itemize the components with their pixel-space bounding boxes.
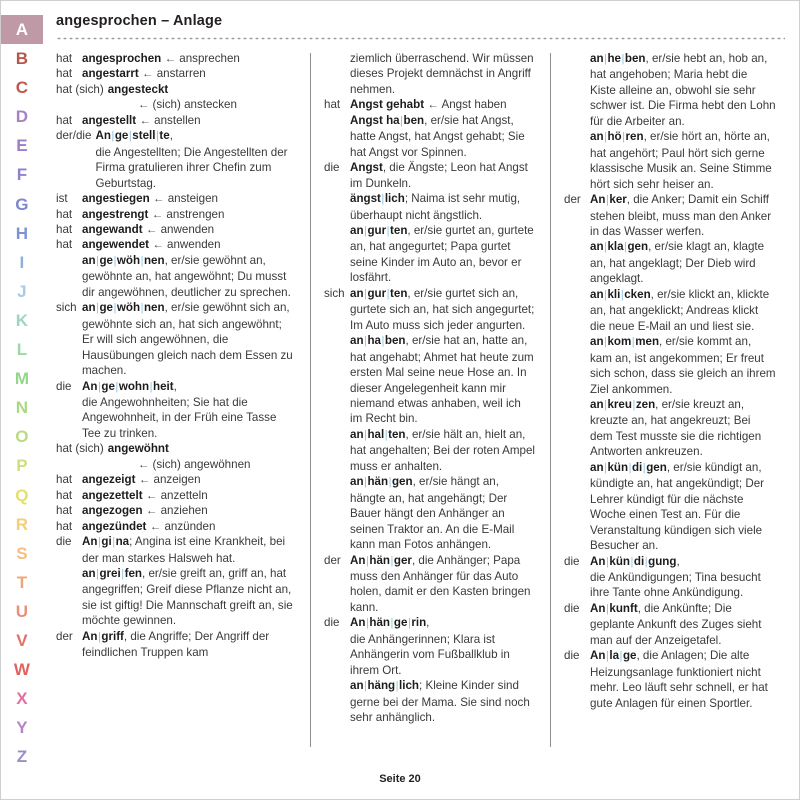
- entry-article: die: [564, 601, 580, 615]
- entry-body: [590, 334, 776, 397]
- entry-headword: angezogen: [82, 504, 143, 518]
- entry-article: hat (sich): [56, 442, 104, 456]
- dictionary-entry[interactable]: [324, 286, 536, 333]
- syllable-separator: |: [605, 650, 609, 663]
- syllable-separator: |: [604, 241, 607, 254]
- alpha-index-a[interactable]: A: [1, 15, 43, 44]
- entry-definition: , er/sie hängt an, hängte an, hat angehängt; Der Bauer hängt den Anhänger an seinen Traktor an. An die E-Mail kann man Fotos anhängen.: [350, 475, 515, 552]
- dictionary-entry[interactable]: [324, 191, 536, 223]
- entry-headword: An|griff: [82, 629, 124, 643]
- entry-article: hat: [56, 473, 73, 487]
- entry-body: [82, 534, 296, 566]
- entry-body: [95, 128, 296, 191]
- entry-article: die: [324, 161, 340, 175]
- entry-body: [590, 601, 776, 648]
- syllable-separator: |: [632, 398, 636, 411]
- entry-headword: An|kün|di|gung: [590, 554, 677, 568]
- syllable-separator: |: [364, 476, 367, 489]
- entry-article: hat: [324, 98, 341, 112]
- entry-headword: an|ge|wöh|nen: [82, 301, 165, 315]
- entry-headword: angewendet: [82, 238, 149, 252]
- entry-headword: angezeigt: [82, 473, 136, 487]
- syllable-separator: |: [620, 288, 624, 301]
- dictionary-entry[interactable]: [56, 51, 296, 66]
- entry-definition: , er/sie gurtet an, gurtete an, hat angegurtet; Papa gurtet seine Kinder im Auto an, bevor er losfährt.: [350, 223, 534, 285]
- entry-headword: An|ge|stell|te: [95, 129, 170, 143]
- syllable-separator: |: [604, 461, 607, 474]
- entry-body: [590, 397, 776, 460]
- entry-definition: , er/sie kommt an, kam an, ist angekommen; Er freut sich schon, dass sie gleich an ihrem Ziel ankommen.: [590, 335, 776, 396]
- entry-definition: , die Anker; Damit ein Schiff stehen bleibt, muss man den Anker in das Wasser werfen.: [590, 193, 772, 238]
- syllable-separator: |: [113, 254, 117, 267]
- dictionary-entry[interactable]: [564, 239, 776, 286]
- syllable-separator: |: [644, 555, 648, 568]
- alpha-index-q[interactable]: Q: [15, 485, 29, 505]
- dictionary-entry[interactable]: [56, 128, 296, 191]
- syllable-separator: |: [386, 287, 390, 300]
- alphabet-index-rail[interactable]: [1, 15, 43, 771]
- entry-article: sich: [56, 301, 77, 315]
- entry-headword: an|kreu|zen: [590, 397, 656, 411]
- entry-headword: An|hän|ge|rin: [350, 616, 427, 630]
- dictionary-entry[interactable]: [324, 97, 536, 112]
- entry-headword: Angst: [350, 161, 383, 175]
- syllable-separator: |: [628, 461, 632, 474]
- dictionary-entry[interactable]: [56, 503, 296, 518]
- entry-definition: , er/sie klickt an, klickte an, hat angeklickt; Andreas klickt die neue E-Mail an und liest sie.: [590, 287, 770, 333]
- entry-body: [82, 503, 296, 518]
- entry-body: [82, 237, 296, 252]
- entry-definition: ; Naima ist sehr mutig, überhaupt nicht ängstlich.: [350, 192, 521, 222]
- entry-definition: ← anzeigen: [135, 473, 201, 487]
- syllable-separator: |: [388, 476, 392, 489]
- dictionary-entry[interactable]: [324, 615, 536, 678]
- entry-body: [350, 113, 536, 160]
- alpha-index-i[interactable]: I: [19, 252, 25, 272]
- syllable-separator: |: [364, 680, 367, 693]
- entry-definition: , die Ängste; Leon hat Angst im Dunkeln.: [350, 161, 528, 190]
- syllable-separator: |: [364, 335, 367, 348]
- entry-body: [82, 519, 296, 534]
- entry-headword: Angst ha|ben: [350, 113, 425, 127]
- entry-definition: , er/sie greift an, griff an, hat angegriffen; Greif diese Pflanze nicht an, sie ist giftig! Die Mannschaft greift an, sie möchte gewinnen.: [82, 566, 293, 628]
- dictionary-entry[interactable]: [564, 554, 776, 601]
- entry-headword: an|kli|cken: [590, 287, 651, 301]
- dictionary-entry[interactable]: [324, 160, 536, 191]
- dictionary-entry[interactable]: [564, 129, 776, 192]
- entry-article: der: [56, 629, 73, 643]
- entry-body: [590, 239, 776, 286]
- dictionary-entry[interactable]: [56, 113, 296, 128]
- entry-article: hat: [56, 238, 73, 252]
- page-header: [56, 13, 785, 47]
- dictionary-entry[interactable]: [56, 207, 296, 222]
- entry-definition: ,: [426, 616, 430, 630]
- dictionary-entry[interactable]: [564, 334, 776, 397]
- entry-definition: ; Angina ist eine Krankheit, bei der man starkes Halsweh hat.: [82, 535, 286, 565]
- entry-article: die: [324, 616, 340, 630]
- entry-headword: angestrengt: [82, 207, 149, 221]
- dictionary-entry[interactable]: [56, 82, 296, 113]
- dictionary-entry[interactable]: [56, 566, 296, 629]
- syllable-separator: |: [604, 131, 607, 144]
- entry-body: [350, 286, 536, 333]
- syllable-separator: |: [365, 554, 369, 567]
- dictionary-entry[interactable]: [56, 488, 296, 503]
- syllable-separator: |: [604, 53, 607, 65]
- entry-definition: ← anstellen: [136, 113, 201, 127]
- syllable-separator: |: [604, 336, 607, 349]
- alpha-index-m[interactable]: M: [14, 369, 30, 389]
- page-number: Seite 20: [379, 773, 421, 785]
- entry-body: [350, 223, 536, 286]
- entry-body: [350, 615, 536, 678]
- entry-body: [350, 474, 536, 552]
- dictionary-entry[interactable]: [56, 441, 296, 472]
- entry-headword: angesteckt: [107, 82, 169, 96]
- dictionary-entry[interactable]: [56, 253, 296, 300]
- entry-body: [590, 648, 776, 711]
- entry-definition: ,: [173, 379, 177, 393]
- entry-continuation: die Angestellten; Die Angestellten der Firma gratulieren ihrer Chefin zum Geburtstag.: [95, 145, 288, 190]
- entry-headword: ängst|lich: [350, 192, 405, 206]
- entry-headword: angezettelt: [82, 488, 143, 502]
- entry-body: [82, 207, 296, 222]
- syllable-separator: |: [149, 380, 153, 393]
- dictionary-entry[interactable]: [324, 333, 536, 427]
- alpha-index-l[interactable]: L: [16, 340, 28, 360]
- entry-body: [82, 113, 296, 128]
- entry-definition: ← anzetteln: [142, 488, 208, 502]
- entry-definition: ,: [169, 129, 173, 143]
- entry-definition: , er/sie kündigt an, kündigte an, hat angekündigt; Der Lehrer kündigt für die nächste Woche einen Test an. Für die Veranstaltung kündigen sich viele Besucher an.: [590, 460, 765, 553]
- entry-definition: , er/sie hebt an, hob an, hat angehoben; Maria hebt die Kiste alleine an, obwohl sie sehr schwer ist. Die Firma hebt den Lohn für die Arbeiter an.: [590, 52, 776, 128]
- entry-body: [82, 300, 296, 378]
- dictionary-entry[interactable]: [324, 113, 536, 160]
- dictionary-entry[interactable]: [324, 553, 536, 616]
- entry-definition: ; Kleine Kinder sind gerne bei der Mama. Sie sind noch sehr anhänglich.: [350, 679, 530, 725]
- syllable-separator: |: [624, 241, 627, 254]
- entry-body: [82, 566, 296, 629]
- entry-article: der: [564, 193, 581, 207]
- dictionary-entry[interactable]: [56, 379, 296, 442]
- entry-headword: an|kla|gen: [590, 240, 649, 254]
- entry-headword: an|kom|men: [590, 335, 660, 349]
- alpha-index-r[interactable]: R: [15, 514, 29, 534]
- syllable-separator: |: [642, 461, 646, 474]
- syllable-separator: |: [111, 130, 115, 143]
- entry-body: [82, 191, 296, 206]
- alpha-index-e[interactable]: E: [16, 136, 28, 156]
- entry-definition: ← anzünden: [146, 519, 216, 533]
- entry-headword: an|grei|fen: [82, 566, 142, 580]
- syllable-separator: |: [390, 617, 394, 630]
- alpha-index-h[interactable]: H: [15, 223, 29, 243]
- alpha-index-v[interactable]: V: [16, 630, 28, 650]
- entry-body: [82, 379, 296, 442]
- header-dotted-rule: [56, 37, 785, 40]
- page-title: angesprochen – Anlage: [56, 13, 223, 29]
- entry-definition: , die Anlagen; Die alte Heizungsanlage funktioniert nicht mehr. Leo läuft sehr schnell, er hat gute Anlagen für einen Sportler.: [590, 649, 768, 710]
- alpha-index-d[interactable]: D: [15, 107, 29, 127]
- entry-body: [108, 441, 296, 472]
- entry-definition: , er/sie hört an, hörte an, hat angehört; Paul hört sich gerne klassische Musik an. Seine Stimme hört sich sehr heiser an.: [590, 130, 772, 191]
- syllable-separator: |: [97, 380, 101, 393]
- entry-article: hat: [56, 207, 73, 221]
- entry-headword: angewandt: [82, 222, 143, 236]
- syllable-separator: |: [386, 224, 390, 237]
- entry-continuation: ← (sich) angewöhnen: [137, 457, 251, 471]
- dictionary-entry[interactable]: [564, 287, 776, 334]
- syllable-separator: |: [407, 617, 411, 630]
- syllable-separator: |: [97, 630, 101, 643]
- alpha-index-y[interactable]: Y: [16, 718, 28, 738]
- dictionary-entry[interactable]: [56, 534, 296, 566]
- entry-definition: , die Ankünfte; Die geplante Ankunft des Zuges sieht man auf der Anzeigetafel.: [590, 601, 762, 647]
- entry-article: hat: [56, 504, 73, 518]
- syllable-separator: |: [364, 287, 367, 300]
- syllable-separator: |: [155, 130, 159, 143]
- entry-headword: an|ge|wöh|nen: [82, 253, 165, 267]
- column-2: [310, 51, 550, 756]
- dictionary-entry[interactable]: [56, 222, 296, 237]
- entry-body: [590, 129, 776, 192]
- entry-definition: , er/sie hält an, hielt an, hat angehalten; Bei der roten Ampel muss er anhalten.: [350, 427, 535, 473]
- dictionary-entry[interactable]: [324, 51, 536, 97]
- syllable-separator: |: [96, 254, 99, 267]
- entry-definition: , die Angriffe; Der Angriff der feindlichen Truppen kam: [82, 629, 270, 660]
- entry-definition: ← anwenden: [142, 222, 215, 236]
- syllable-separator: |: [140, 254, 144, 267]
- alpha-index-g[interactable]: G: [15, 194, 29, 214]
- entry-headword: An|ker: [590, 193, 627, 207]
- dictionary-entry[interactable]: [56, 66, 296, 81]
- entry-definition: , er/sie hat an, hatte an, hat angehabt; Ahmet hat heute zum ersten Mal seine neue Hose an. In dieser Angelegenheit kann mir niemand etwas anhaben, weil ich im Recht bin.: [350, 334, 534, 426]
- entry-headword: An|kunft: [590, 601, 638, 615]
- entry-article: ist: [56, 192, 68, 206]
- syllable-separator: |: [113, 302, 117, 315]
- entry-headword: angestiegen: [82, 192, 150, 206]
- entry-body: [82, 51, 296, 66]
- entry-body: [350, 678, 536, 725]
- syllable-separator: |: [395, 680, 399, 693]
- entry-definition: ← ansprechen: [161, 52, 240, 65]
- entry-definition: , die Anhänger; Papa muss den Anhänger für das Auto holen, damit er den Kasten bringen kann.: [350, 553, 531, 614]
- syllable-separator: |: [390, 554, 394, 567]
- entry-headword: angezündet: [82, 519, 147, 533]
- syllable-separator: |: [384, 428, 388, 441]
- entry-definition: ← Angst haben: [424, 98, 507, 112]
- entry-article: hat: [56, 222, 73, 236]
- syllable-separator: |: [631, 336, 635, 349]
- entry-definition: , er/sie klagt an, klagte an, hat angeklagt; Der Dieb wird angeklagt.: [590, 240, 765, 286]
- entry-article: sich: [324, 286, 345, 300]
- dictionary-entry[interactable]: [324, 474, 536, 552]
- entry-definition: ← ansteigen: [149, 192, 218, 206]
- entry-body: [350, 51, 536, 97]
- entry-definition: , er/sie hat Angst, hatte Angst, hat Angst gehabt; Sie hat Angst vor Spinnen.: [350, 113, 525, 159]
- syllable-separator: |: [140, 302, 144, 315]
- syllable-separator: |: [630, 555, 634, 568]
- dictionary-entry[interactable]: [324, 678, 536, 725]
- alpha-index-n[interactable]: N: [15, 398, 29, 418]
- entry-article: die: [56, 535, 72, 549]
- entry-article: der/die: [56, 129, 92, 143]
- syllable-separator: |: [364, 428, 367, 441]
- dictionary-entry[interactable]: [324, 223, 536, 286]
- alpha-index-f[interactable]: F: [16, 165, 28, 185]
- entry-body: [350, 97, 536, 112]
- entry-article: hat: [56, 52, 73, 65]
- entry-article: hat: [56, 488, 73, 502]
- syllable-separator: |: [604, 288, 607, 301]
- alpha-index-p[interactable]: P: [16, 456, 28, 476]
- syllable-separator: |: [381, 335, 385, 348]
- entry-body: [350, 553, 536, 616]
- dictionary-entry[interactable]: [564, 192, 776, 239]
- entry-definition: ← anwenden: [149, 238, 221, 252]
- entry-article: hat (sich): [56, 82, 104, 96]
- dictionary-entry[interactable]: [56, 629, 296, 661]
- entry-body: [82, 253, 296, 300]
- entry-article: hat: [56, 67, 73, 81]
- column-1: [56, 51, 310, 756]
- alpha-index-o[interactable]: O: [15, 427, 29, 447]
- entry-headword: angesprochen: [82, 52, 162, 65]
- entry-body: [350, 160, 536, 191]
- entry-headword: an|hö|ren: [590, 130, 644, 144]
- column-3: [550, 51, 790, 756]
- syllable-separator: |: [365, 617, 369, 630]
- entry-headword: An|hän|ger: [350, 553, 412, 567]
- entry-definition: , er/sie kreuzt an, kreuzte an, hat angekreuzt; Bei dem Test musste sie die richtigen Antworten ankreuzen.: [590, 397, 762, 459]
- entry-body: [350, 333, 536, 427]
- syllable-separator: |: [604, 398, 607, 411]
- entry-continuation: die Anhängerinnen; Klara ist Anhängerin vom Fußballklub in ihrem Ort.: [350, 632, 510, 677]
- alpha-index-c[interactable]: C: [15, 78, 29, 98]
- syllable-separator: |: [622, 131, 626, 144]
- syllable-separator: |: [619, 650, 623, 663]
- entry-headword: an|he|ben: [590, 52, 646, 65]
- entry-body: [590, 51, 776, 129]
- entry-definition: ← anstarren: [138, 67, 206, 81]
- syllable-separator: |: [128, 130, 132, 143]
- entry-headword: Angst gehabt: [350, 98, 425, 112]
- syllable-separator: |: [112, 536, 116, 549]
- entry-article: hat: [56, 113, 73, 127]
- dictionary-entry[interactable]: [56, 237, 296, 252]
- entry-definition: ziemlich überraschend. Wir müssen dieses Projekt demnächst in Angriff nehmen.: [350, 52, 534, 96]
- entry-definition: ← anstrengen: [148, 207, 225, 221]
- entry-definition: , er/sie gewöhnt sich an, gewöhnte sich an, hat sich angewöhnt; Er will sich angewöhnen, die Hausübungen gleich nach dem Essen zu machen.: [82, 301, 293, 378]
- entry-headword: an|ha|ben: [350, 334, 406, 348]
- dictionary-entry[interactable]: [564, 51, 776, 129]
- entry-headword: an|kün|di|gen: [590, 460, 667, 474]
- syllable-separator: |: [96, 567, 99, 580]
- entry-headword: angewöhnt: [107, 442, 169, 456]
- entry-body: [350, 427, 536, 474]
- alpha-index-t[interactable]: T: [16, 572, 28, 592]
- syllable-separator: |: [96, 302, 99, 315]
- dictionary-entry[interactable]: [56, 300, 296, 378]
- entry-columns: [56, 51, 790, 756]
- entry-body: [350, 191, 536, 223]
- entry-headword: angestellt: [82, 113, 137, 127]
- entry-body: [82, 488, 296, 503]
- dictionary-entry[interactable]: [564, 648, 776, 711]
- entry-body: [108, 82, 296, 113]
- entry-definition: , er/sie gewöhnt an, gewöhnte an, hat angewöhnt; Du musst dir angewöhnen, deutlicher zu sprechen.: [82, 253, 291, 299]
- dictionary-entry[interactable]: [564, 601, 776, 648]
- syllable-separator: |: [121, 567, 125, 580]
- syllable-separator: |: [364, 224, 367, 237]
- alpha-index-s[interactable]: S: [16, 543, 28, 563]
- alpha-index-u[interactable]: U: [15, 601, 29, 621]
- entry-headword: an|gur|ten: [350, 223, 408, 237]
- entry-article: hat: [56, 519, 73, 533]
- entry-body: [590, 554, 776, 601]
- entry-body: [590, 287, 776, 334]
- alpha-index-x[interactable]: X: [16, 689, 28, 709]
- dictionary-entry[interactable]: [324, 427, 536, 474]
- syllable-separator: |: [605, 555, 609, 568]
- entry-continuation: ← (sich) anstecken: [137, 98, 237, 112]
- entry-body: [590, 192, 776, 239]
- entry-article: die: [56, 379, 72, 393]
- entry-body: [82, 66, 296, 81]
- syllable-separator: |: [97, 536, 101, 549]
- dictionary-entry[interactable]: [56, 472, 296, 487]
- entry-headword: An|ge|wohn|heit: [82, 379, 174, 393]
- entry-headword: an|gur|ten: [350, 286, 408, 300]
- entry-headword: an|hal|ten: [350, 427, 406, 441]
- entry-definition: , er/sie gurtet sich an, gurtete sich an, hat sich angegurtet; Im Auto muss sich jeder angurten.: [350, 286, 535, 332]
- entry-body: [82, 629, 296, 661]
- entry-continuation: die Ankündigungen; Tina besucht ihre Tante ohne Ankündigung.: [590, 570, 761, 600]
- syllable-separator: |: [115, 380, 119, 393]
- entry-continuation: die Angewohnheiten; Sie hat die Angewohnheit, in der Früh eine Tasse Tee zu trinken.: [82, 395, 277, 440]
- dictionary-entry[interactable]: [56, 191, 296, 206]
- entry-body: [82, 472, 296, 487]
- entry-headword: an|hän|gen: [350, 475, 413, 489]
- dictionary-entry[interactable]: [564, 460, 776, 554]
- entry-headword: angestarrt: [82, 67, 139, 81]
- dictionary-entry[interactable]: [564, 397, 776, 460]
- dictionary-entry[interactable]: [56, 519, 296, 534]
- syllable-separator: |: [605, 194, 609, 207]
- syllable-separator: |: [621, 53, 625, 65]
- entry-body: [82, 222, 296, 237]
- syllable-separator: |: [381, 193, 385, 206]
- entry-definition: ← anziehen: [142, 504, 208, 518]
- entry-body: [590, 460, 776, 554]
- syllable-separator: |: [605, 602, 609, 615]
- entry-article: der: [324, 553, 341, 567]
- alpha-index-k[interactable]: K: [15, 310, 29, 330]
- entry-definition: ,: [676, 554, 680, 568]
- alpha-index-j[interactable]: J: [17, 281, 27, 301]
- entry-article: die: [564, 649, 580, 663]
- syllable-separator: |: [400, 114, 404, 127]
- alpha-index-z[interactable]: Z: [16, 747, 28, 767]
- entry-headword: An|gi|na: [82, 535, 130, 549]
- entry-headword: an|häng|lich: [350, 679, 420, 693]
- entry-article: die: [564, 554, 580, 568]
- entry-headword: An|la|ge: [590, 649, 637, 663]
- alpha-index-w[interactable]: W: [13, 660, 31, 680]
- alpha-index-b[interactable]: B: [15, 49, 29, 69]
